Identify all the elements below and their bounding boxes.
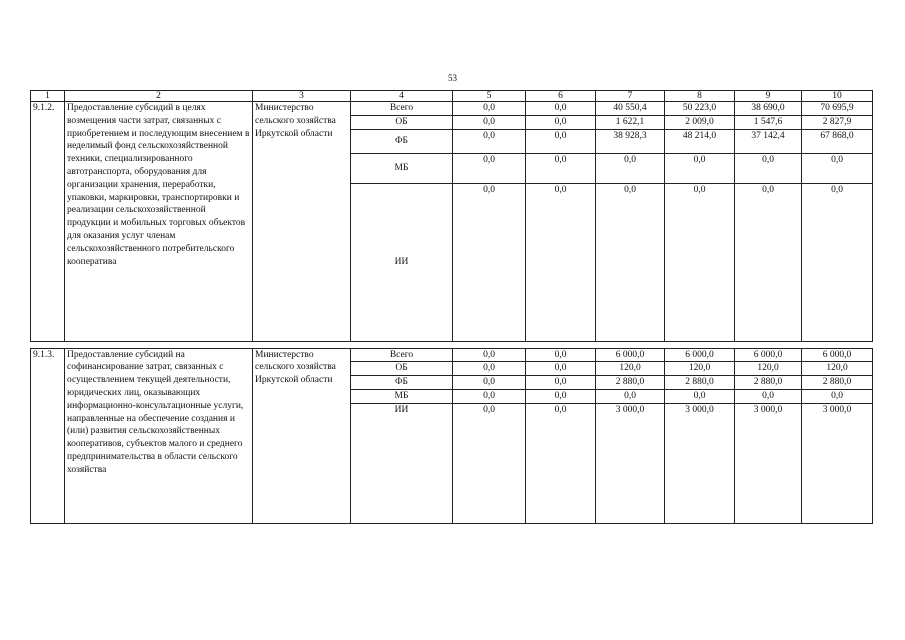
item-responsible: Министерство сельского хозяйства Иркутской области — [253, 348, 351, 523]
header-cell: 6 — [526, 91, 596, 102]
funding-level: МБ — [351, 389, 453, 403]
value-cell: 0,0 — [453, 376, 526, 390]
value-cell: 0,0 — [802, 389, 873, 403]
table-row — [31, 102, 873, 116]
value-cell: 0,0 — [665, 389, 735, 403]
value-cell: 0,0 — [526, 115, 596, 129]
funding-level: ОБ — [351, 115, 453, 129]
value-cell: 40 550,4 — [596, 102, 665, 116]
item-description: Предоставление субсидий в целях возмещения части затрат, связанных с приобретением и последующим внесением в неделимый фонд сельскохозяйственной техники, специализированного автотранспорта, оборудования для организации хранения, переработки, упаковки, маркировки, транспортировки и реализации сельскохозяйственной продукции и мобильных торговых объектов для оказания услуг членам сельскохозяйственного потребительского кооператива — [65, 102, 253, 342]
value-cell: 2 880,0 — [665, 376, 735, 390]
value-cell: 0,0 — [526, 362, 596, 376]
funding-table — [30, 90, 873, 524]
value-cell: 6 000,0 — [596, 348, 665, 362]
funding-level: ИИ — [351, 183, 453, 341]
value-cell: 6 000,0 — [735, 348, 802, 362]
item-code: 9.1.2. — [31, 102, 65, 342]
page-number: 53 — [448, 73, 457, 83]
funding-level: ОБ — [351, 362, 453, 376]
value-cell: 67 868,0 — [802, 129, 873, 153]
value-cell: 0,0 — [665, 153, 735, 183]
table-header-row — [31, 91, 873, 102]
value-cell: 6 000,0 — [802, 348, 873, 362]
value-cell: 0,0 — [526, 153, 596, 183]
funding-level: МБ — [351, 153, 453, 183]
value-cell: 38 928,3 — [596, 129, 665, 153]
value-cell: 0,0 — [802, 153, 873, 183]
value-cell: 0,0 — [526, 183, 596, 341]
value-cell: 2 880,0 — [596, 376, 665, 390]
value-cell: 2 880,0 — [735, 376, 802, 390]
value-cell: 120,0 — [802, 362, 873, 376]
value-cell: 0,0 — [596, 389, 665, 403]
funding-level: ИИ — [351, 403, 453, 523]
header-cell: 1 — [31, 91, 65, 102]
value-cell: 0,0 — [596, 183, 665, 341]
value-cell: 0,0 — [453, 403, 526, 523]
value-cell: 120,0 — [665, 362, 735, 376]
value-cell: 2 009,0 — [665, 115, 735, 129]
value-cell: 120,0 — [735, 362, 802, 376]
value-cell: 0,0 — [526, 129, 596, 153]
header-cell: 9 — [735, 91, 802, 102]
value-cell: 3 000,0 — [596, 403, 665, 523]
header-cell: 8 — [665, 91, 735, 102]
value-cell: 50 223,0 — [665, 102, 735, 116]
value-cell: 0,0 — [735, 153, 802, 183]
value-cell: 0,0 — [526, 348, 596, 362]
funding-level: Всего — [351, 348, 453, 362]
value-cell: 0,0 — [526, 403, 596, 523]
value-cell: 0,0 — [453, 389, 526, 403]
value-cell: 0,0 — [802, 183, 873, 341]
header-cell: 4 — [351, 91, 453, 102]
item-responsible: Министерство сельского хозяйства Иркутской области — [253, 102, 351, 342]
section-spacer — [31, 341, 873, 348]
funding-level: Всего — [351, 102, 453, 116]
value-cell: 120,0 — [596, 362, 665, 376]
value-cell: 0,0 — [526, 102, 596, 116]
value-cell: 3 000,0 — [802, 403, 873, 523]
value-cell: 48 214,0 — [665, 129, 735, 153]
value-cell: 38 690,0 — [735, 102, 802, 116]
value-cell: 2 880,0 — [802, 376, 873, 390]
value-cell: 6 000,0 — [665, 348, 735, 362]
value-cell: 0,0 — [526, 376, 596, 390]
value-cell: 1 622,1 — [596, 115, 665, 129]
spacer-cell — [31, 341, 873, 348]
value-cell: 0,0 — [526, 389, 596, 403]
value-cell: 0,0 — [453, 129, 526, 153]
value-cell: 0,0 — [735, 389, 802, 403]
funding-level: ФБ — [351, 376, 453, 390]
funding-level: ФБ — [351, 129, 453, 153]
table-row — [31, 348, 873, 362]
header-cell: 10 — [802, 91, 873, 102]
value-cell: 0,0 — [453, 183, 526, 341]
value-cell: 0,0 — [596, 153, 665, 183]
value-cell: 0,0 — [453, 102, 526, 116]
item-code: 9.1.3. — [31, 348, 65, 523]
header-cell: 5 — [453, 91, 526, 102]
value-cell: 1 547,6 — [735, 115, 802, 129]
value-cell: 0,0 — [453, 362, 526, 376]
value-cell: 0,0 — [453, 153, 526, 183]
header-cell: 7 — [596, 91, 665, 102]
value-cell: 37 142,4 — [735, 129, 802, 153]
item-description: Предоставление субсидий на софинансирование затрат, связанных с осуществлением текущей деятельности, юридических лиц, оказывающих информационно-консультационные услуги, направленные на обеспечение создания и (или) развития сельскохозяйственных кооперативов, субъектов малого и среднего предпринимательства в области сельского хозяйства — [65, 348, 253, 523]
header-cell: 2 — [65, 91, 253, 102]
header-cell: 3 — [253, 91, 351, 102]
value-cell: 0,0 — [665, 183, 735, 341]
value-cell: 2 827,9 — [802, 115, 873, 129]
value-cell: 0,0 — [453, 115, 526, 129]
value-cell: 70 695,9 — [802, 102, 873, 116]
value-cell: 0,0 — [453, 348, 526, 362]
value-cell: 3 000,0 — [665, 403, 735, 523]
value-cell: 0,0 — [735, 183, 802, 341]
value-cell: 3 000,0 — [735, 403, 802, 523]
